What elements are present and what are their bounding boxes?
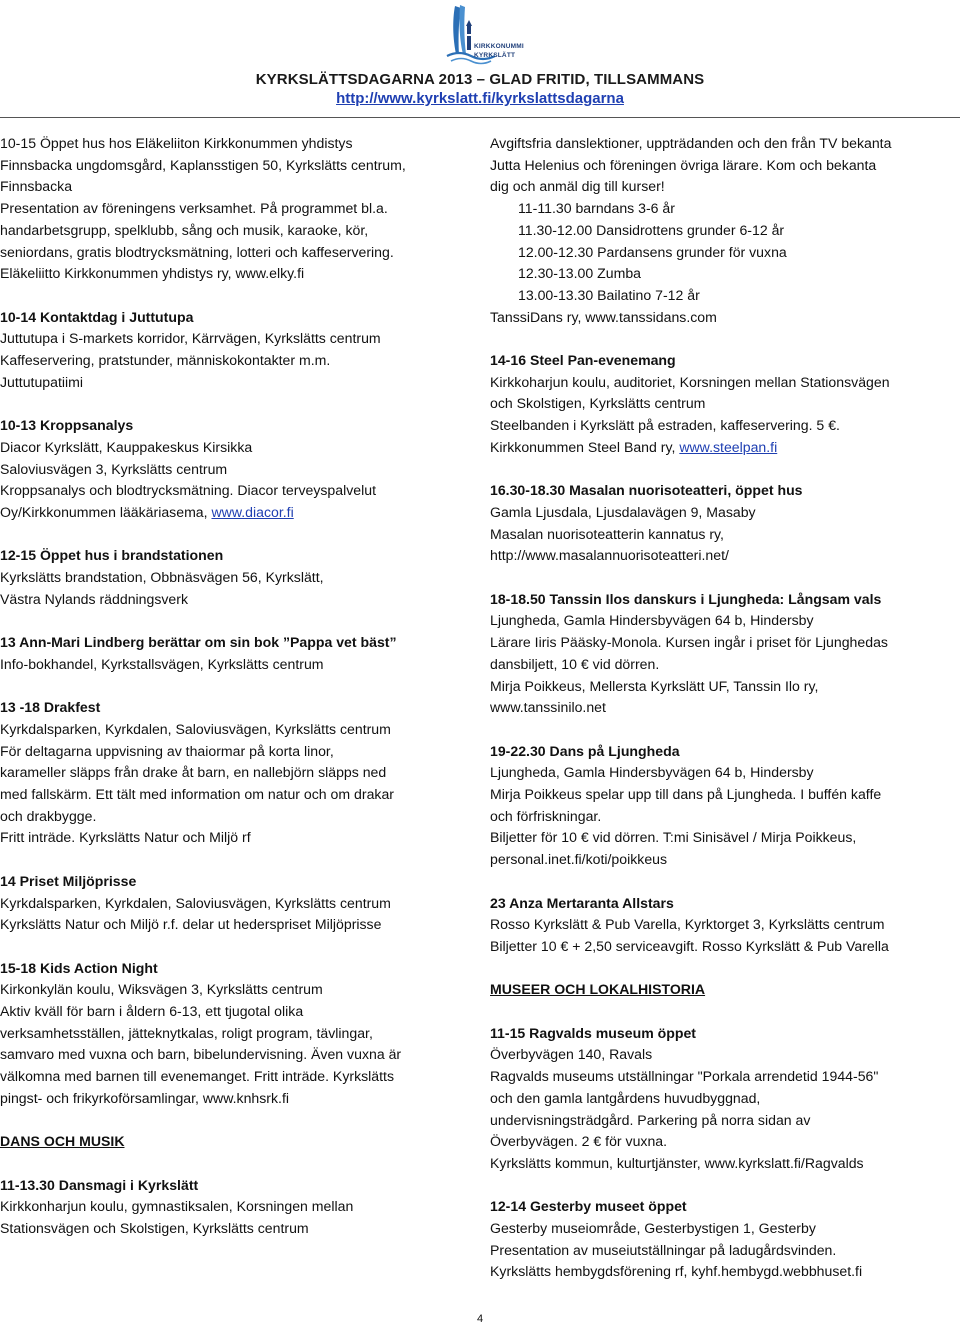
event-masalan-nuorisoteatteri xyxy=(490,480,960,567)
event-text: och förfriskningar. xyxy=(490,807,602,824)
event-text: personal.inet.fi/koti/poikkeus xyxy=(490,851,668,868)
event-text: www.tanssinilo.net xyxy=(490,699,606,716)
event-ragvalds-museum xyxy=(490,1023,960,1175)
event-heading: 19-22.30 Dans på Ljungheda xyxy=(490,742,680,759)
header-title: KYRKSLÄTTSDAGARNA 2013 – GLAD FRITID, TILLSAMMANS xyxy=(255,71,705,88)
event-text: och drakbygge. xyxy=(0,807,97,824)
event-text: Kirkonkylän koulu, Wiksvägen 3, Kyrkslätts centrum xyxy=(0,981,323,998)
event-text: Steelbanden i Kyrkslätt på estraden, kaffeservering. 5 €. xyxy=(490,417,840,434)
event-text: Mirja Poikkeus, Mellersta Kyrkslätt UF, Tanssin Ilo ry, xyxy=(490,677,819,694)
event-text: undervisningsträdgård. Parkering på norra sidan av xyxy=(490,1111,811,1128)
schedule-item: 12.00-12.30 Pardansens grunder för vuxna xyxy=(518,243,787,260)
logo-text-1: KIRKKONUMMI xyxy=(474,43,524,50)
event-text: Aktiv kväll för barn i åldern 6-13, ett tjugotal olika xyxy=(0,1003,304,1020)
event-text: Finnsbacka xyxy=(0,178,73,195)
event-text: Juttutupa i S-markets korridor, Kärrvägen, Kyrkslätts centrum xyxy=(0,330,381,347)
event-text: Juttutupatiimi xyxy=(0,373,84,390)
event-text: och den gamla lantgårdens huvudbyggnad, xyxy=(490,1089,761,1106)
event-steel-pan xyxy=(490,350,960,459)
event-heading: 14-16 Steel Pan-evenemang xyxy=(490,352,676,369)
event-dans-ljungheda xyxy=(490,741,960,871)
header-divider xyxy=(0,117,960,118)
event-text: Info-bokhandel, Kyrkstallsvägen, Kyrkslätts centrum xyxy=(0,655,324,672)
event-text: Gesterby museiområde, Gesterbystigen 1, Gesterby xyxy=(490,1220,816,1237)
event-text: dig och anmäl dig till kurser! xyxy=(490,178,665,195)
event-heading: 12-14 Gesterby museet öppet xyxy=(490,1198,687,1215)
event-heading: 12-15 Öppet hus i brandstationen xyxy=(0,547,224,564)
event-text: seniordans, gratis blodtrycksmätning, lotteri och kaffeservering. xyxy=(0,243,394,260)
steelpan-link[interactable]: www.steelpan.fi xyxy=(679,438,778,455)
event-text: Överbyvägen 140, Ravals xyxy=(490,1046,653,1063)
event-dansmagi-continued xyxy=(490,133,960,328)
event-text xyxy=(490,437,960,459)
event-text: med fallskärm. Ett tält med information om natur och om drakar xyxy=(0,786,394,803)
event-text: och Skolstigen, Kyrkslätts centrum xyxy=(490,395,706,412)
event-text: karameller släpps från drake åt barn, en nallebjörn släpps ned xyxy=(0,764,387,781)
event-text: Kyrkslätts brandstation, Obbnäsvägen 56, Kyrkslätt, xyxy=(0,569,324,586)
event-text-part: Oy/Kirkkonummen lääkäriasema, xyxy=(0,503,212,520)
event-text: Kyrkslätts kommun, kulturtjänster, www.kyrkslatt.fi/Ragvalds xyxy=(490,1154,864,1171)
event-text: Ragvalds museums utställningar "Porkala arrendetid 1944-56" xyxy=(490,1068,879,1085)
event-text: Avgiftsfria danslektioner, uppträdanden och den från TV bekanta xyxy=(490,135,892,151)
schedule-item: 13.00-13.30 Bailatino 7-12 år xyxy=(518,286,700,303)
right-column xyxy=(490,133,960,1305)
event-text: Presentation av föreningens verksamhet. På programmet bl.a. xyxy=(0,200,388,217)
event-text: Gamla Ljusdala, Ljusdalavägen 9, Masaby xyxy=(490,503,756,520)
event-text: verksamhetsställen, jätteknytkalas, roligt program, tävlingar, xyxy=(0,1024,373,1041)
logo-text-2: KYRKSLÄTT xyxy=(474,52,516,59)
event-text: dansbiljett, 10 € vid dörren. xyxy=(490,655,660,672)
event-heading: 11-15 Ragvalds museum öppet xyxy=(490,1024,696,1041)
schedule-item: 11.30-12.00 Dansidrottens grunder 6-12 år xyxy=(518,221,785,238)
event-text: Kyrkslätts hembygdsförening rf, kyhf.hembygd.webbhuset.fi xyxy=(490,1263,863,1280)
event-text: Kaffeservering, pratstunder, människokontakter m.m. xyxy=(0,352,331,369)
event-juttutupa xyxy=(0,307,470,394)
event-text: samvaro med vuxna och barn, bibelundervisning. Även vuxna är xyxy=(0,1046,402,1063)
event-heading: 10-15 Öppet hus hos Eläkeliiton Kirkkonummen yhdistys xyxy=(0,135,353,151)
page-number: 4 xyxy=(476,1313,484,1325)
header-url-link[interactable]: http://www.kyrkslatt.fi/kyrkslattsdagarna xyxy=(336,90,624,107)
event-miljoprisse xyxy=(0,871,470,936)
event-heading: 18-18.50 Tanssin Ilos danskurs i Ljungheda: Långsam vals xyxy=(490,590,882,607)
event-text: Biljetter för 10 € vid dörren. T:mi Sinisävel / Mirja Poikkeus, xyxy=(490,829,857,846)
event-text: http://www.masalannuorisoteatteri.net/ xyxy=(490,547,729,564)
event-text: Eläkeliitto Kirkkonummen yhdistys ry, www.elky.fi xyxy=(0,265,305,282)
event-kids-action-night xyxy=(0,958,470,1110)
event-gesterby-museet xyxy=(490,1196,960,1283)
event-kroppsanalys xyxy=(0,415,470,524)
page-header xyxy=(0,71,960,109)
section-heading: DANS OCH MUSIK xyxy=(0,1133,125,1150)
event-text: För deltagarna uppvisning av thaiormar på korta linor, xyxy=(0,742,334,759)
municipality-logo xyxy=(437,4,523,68)
event-ann-mari-lindberg xyxy=(0,632,470,675)
event-heading: 14 Priset Miljöprisse xyxy=(0,872,137,889)
event-text: Kyrkslätts Natur och Miljö r.f. delar ut hederspriset Miljöprisse xyxy=(0,916,382,933)
event-text: Västra Nylands räddningsverk xyxy=(0,590,189,607)
event-heading: 10-14 Kontaktdag i Juttutupa xyxy=(0,308,194,325)
event-text: Rosso Kyrkslätt & Pub Varella, Kyrktorget 3, Kyrkslätts centrum xyxy=(490,916,885,933)
event-text: Mirja Poikkeus spelar upp till dans på Ljungheda. I buffén kaffe xyxy=(490,786,882,803)
event-heading: 15-18 Kids Action Night xyxy=(0,959,158,976)
event-text: Biljetter 10 € + 2,50 serviceavgift. Rosso Kyrkslätt & Pub Varella xyxy=(490,937,889,954)
event-text: Ljungheda, Gamla Hindersbyvägen 64 b, Hindersby xyxy=(490,612,814,629)
event-text: Kyrkdalsparken, Kyrkdalen, Saloviusvägen, Kyrkslätts centrum xyxy=(0,894,391,911)
section-museer xyxy=(490,979,960,1001)
event-text: Ljungheda, Gamla Hindersbyvägen 64 b, Hindersby xyxy=(490,764,814,781)
event-dansmagi xyxy=(0,1175,470,1240)
schedule-item: 12.30-13.00 Zumba xyxy=(518,265,642,282)
event-text: Presentation av museiutställningar på ladugårdsvinden. xyxy=(490,1241,837,1258)
event-text: Fritt inträde. Kyrkslätts Natur och Miljö rf xyxy=(0,829,251,846)
event-text: Överbyvägen. 2 € för vuxna. xyxy=(490,1133,668,1150)
event-text: pingst- och frikyrkoförsamlingar, www.knhsrk.fi xyxy=(0,1089,290,1106)
diacor-link[interactable]: www.diacor.fi xyxy=(211,503,294,520)
event-text: handarbetsgrupp, spelklubb, sång och musik, karaoke, kör, xyxy=(0,221,369,238)
event-text: Finnsbacka ungdomsgård, Kaplansstigen 50, Kyrkslätts centrum, xyxy=(0,156,406,173)
event-heading: 11-13.30 Dansmagi i Kyrkslätt xyxy=(0,1176,199,1193)
event-text: Diacor Kyrkslätt, Kauppakeskus Kirsikka xyxy=(0,438,253,455)
event-drakfest xyxy=(0,697,470,849)
left-column xyxy=(0,133,470,1261)
event-text xyxy=(0,502,470,524)
event-text: välkomna med barnen till evenemanget. Fritt inträde. Kyrkslätts xyxy=(0,1068,395,1085)
event-heading: 23 Anza Mertaranta Allstars xyxy=(490,894,674,911)
event-heading: 10-13 Kroppsanalys xyxy=(0,417,134,434)
section-dans-och-musik xyxy=(0,1131,470,1153)
event-tanssin-ilo xyxy=(490,589,960,719)
event-text: Kirkkonharjun koulu, gymnastiksalen, Korsningen mellan xyxy=(0,1198,354,1215)
event-elakeliitto xyxy=(0,133,470,285)
event-text: Kyrkdalsparken, Kyrkdalen, Saloviusvägen, Kyrkslätts centrum xyxy=(0,720,391,737)
event-text: Masalan nuorisoteatterin kannatus ry, xyxy=(490,525,724,542)
event-text: Kroppsanalys och blodtrycksmätning. Diacor terveyspalvelut xyxy=(0,482,377,499)
event-text: Lärare Iiris Pääsky-Monola. Kursen ingår i priset för Ljunghedas xyxy=(490,634,888,651)
event-heading: 13 -18 Drakfest xyxy=(0,699,101,716)
section-heading: MUSEER OCH LOKALHISTORIA xyxy=(490,981,706,998)
event-heading: 16.30-18.30 Masalan nuorisoteatteri, öppet hus xyxy=(490,482,803,499)
schedule-item: 11-11.30 barndans 3-6 år xyxy=(518,200,675,217)
event-text: Kirkkoharjun koulu, auditoriet, Korsningen mellan Stationsvägen xyxy=(490,373,890,390)
event-text: Stationsvägen och Skolstigen, Kyrkslätts centrum xyxy=(0,1220,309,1237)
event-anza-mertaranta xyxy=(490,893,960,958)
event-text-part: Kirkkonummen Steel Band ry, xyxy=(490,438,680,455)
event-text: Jutta Helenius och föreningen övriga lärare. Kom och bekanta xyxy=(490,156,877,173)
event-brandstation xyxy=(0,545,470,610)
event-text: Saloviusvägen 3, Kyrkslätts centrum xyxy=(0,460,228,477)
event-heading: 13 Ann-Mari Lindberg berättar om sin bok ”Pappa vet bäst” xyxy=(0,634,397,651)
event-text: TanssiDans ry, www.tanssidans.com xyxy=(490,308,717,325)
